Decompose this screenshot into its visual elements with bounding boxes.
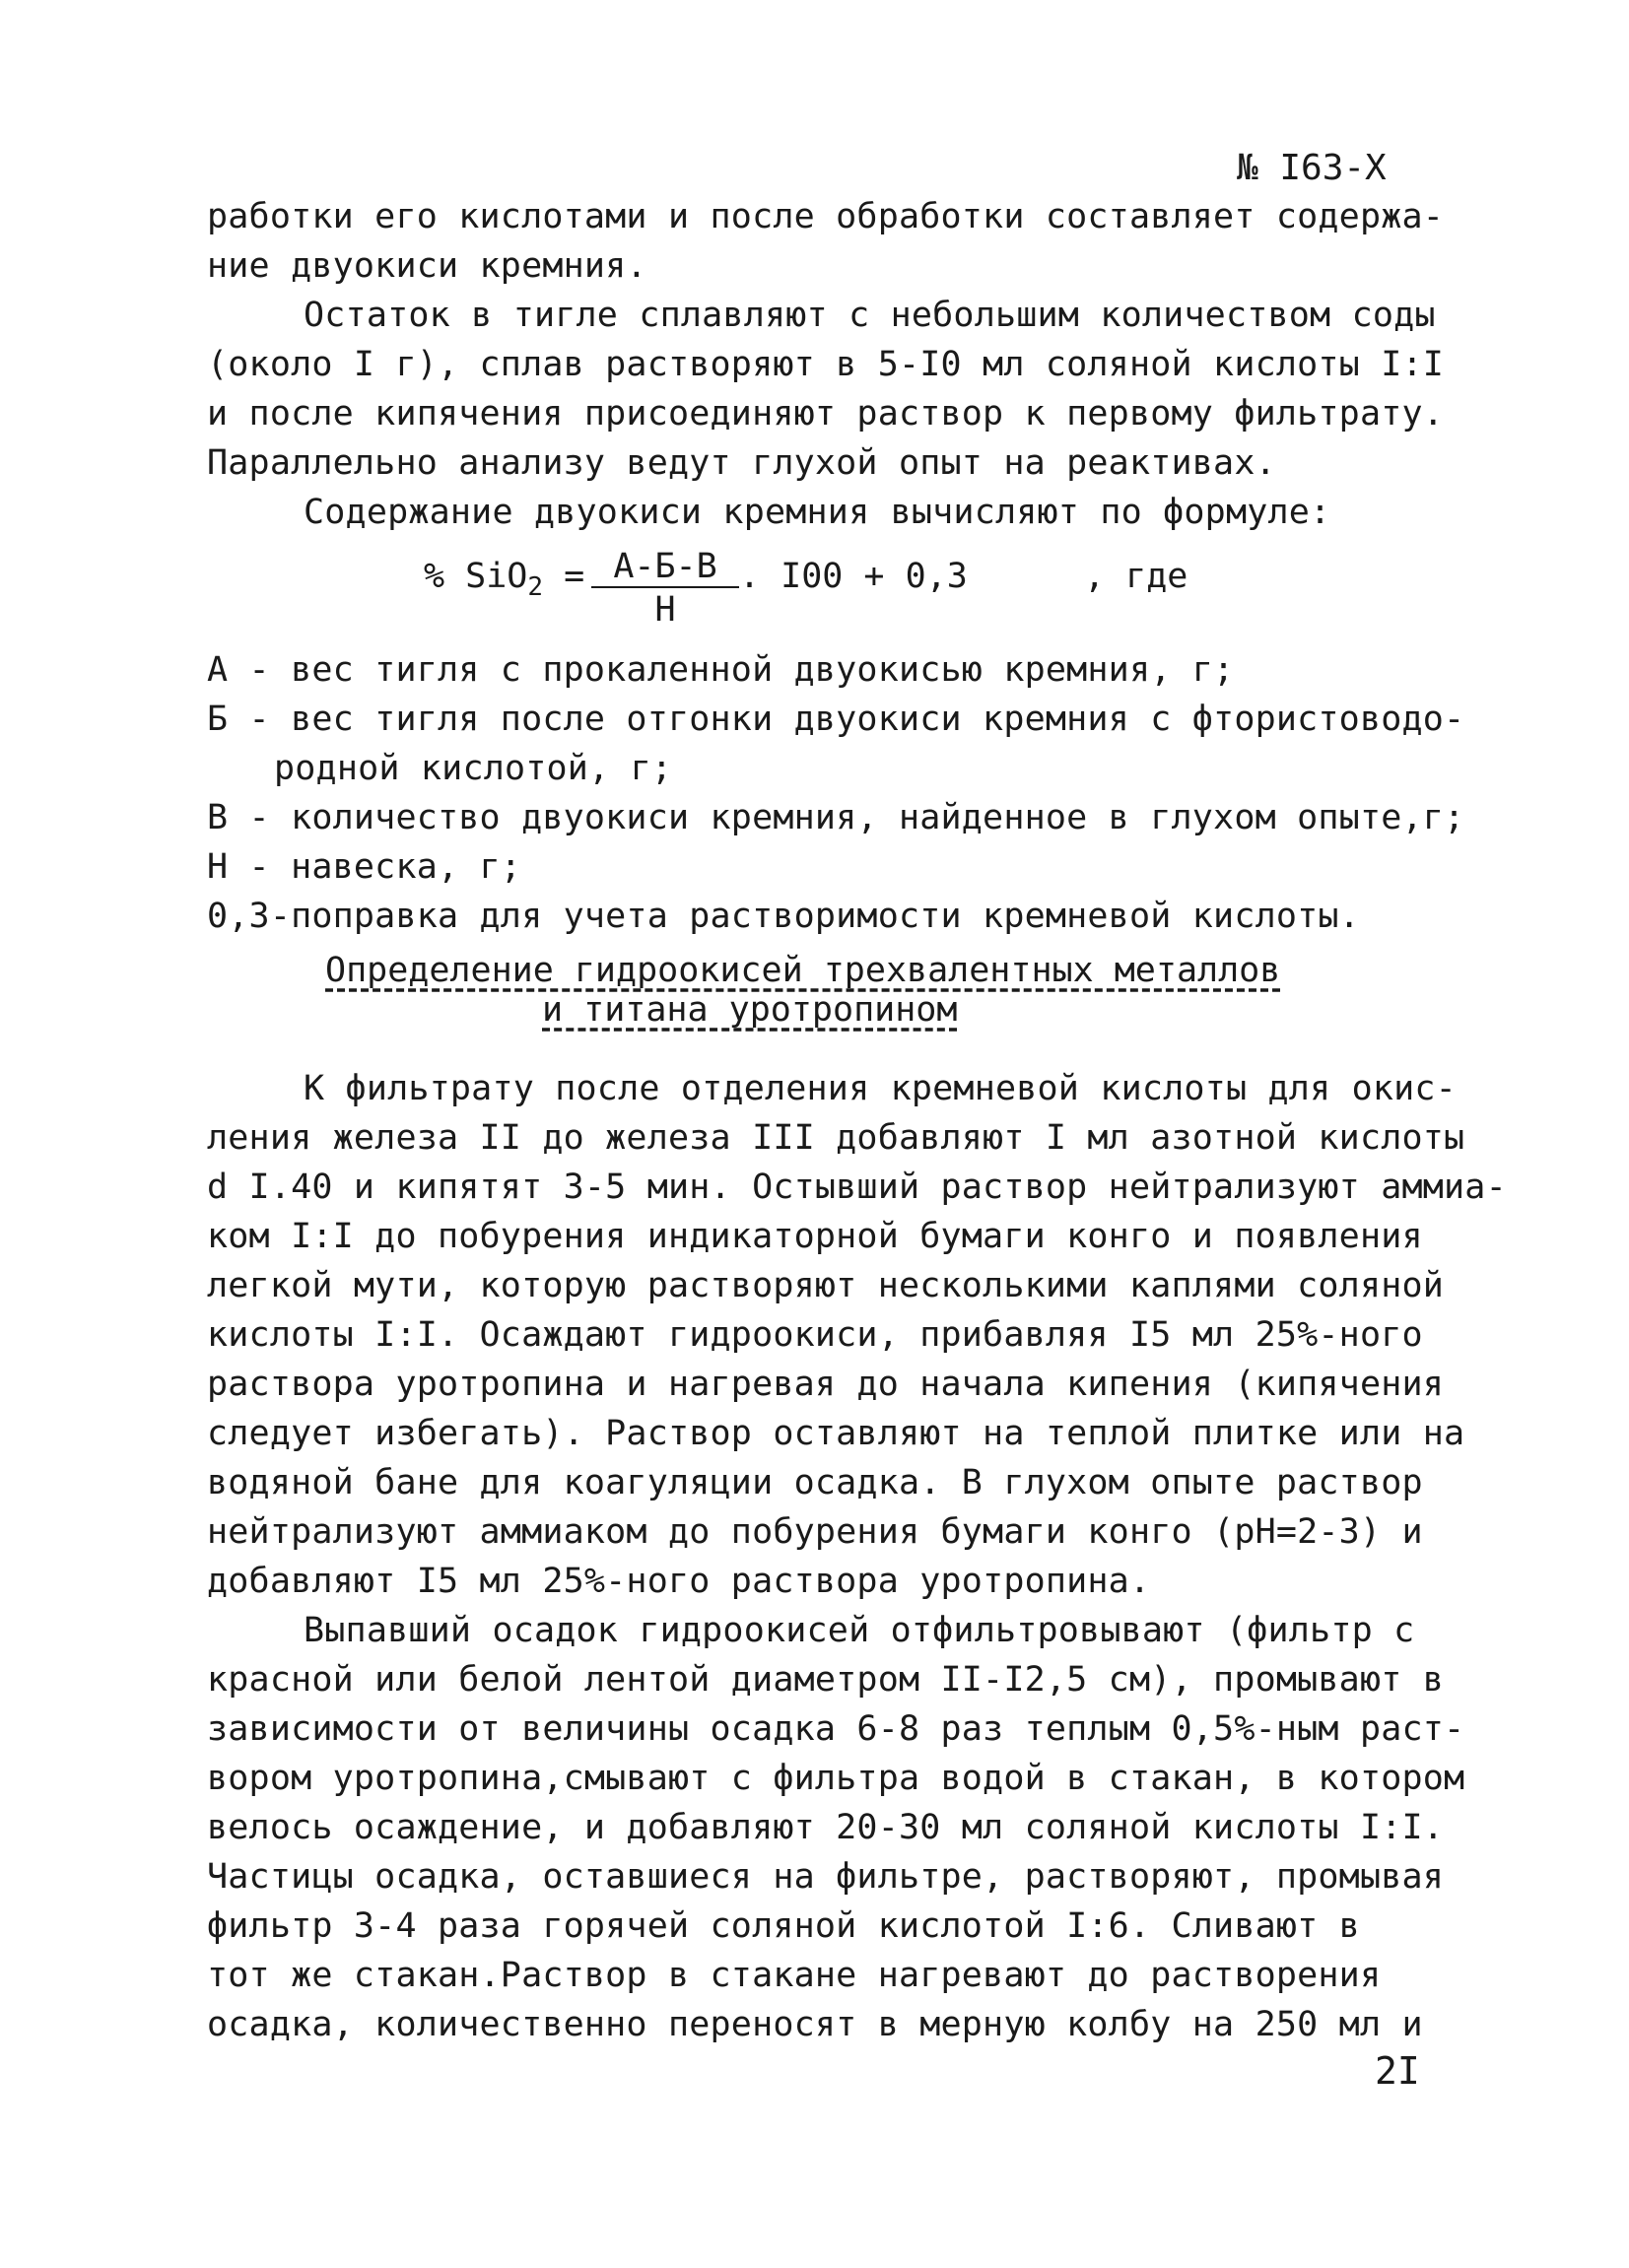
definition-line: В - количество двуокиси кремния, найденное в глухом опыте,г;	[207, 798, 1465, 837]
text-line: ком I:I до побурения индикаторной бумаги конго и появления	[207, 1217, 1423, 1256]
text-line: ления железа II до железа III добавляют I мл азотной кислоты	[207, 1118, 1465, 1158]
document-number: № I63-X	[1237, 148, 1387, 188]
text-line: раствора уротропина и нагревая до начала кипения (кипячения	[207, 1365, 1445, 1404]
text-line: К фильтрату после отделения кремневой кислоты для окис-	[304, 1069, 1457, 1108]
text-line: Содержание двуокиси кремния вычисляют по формуле:	[304, 493, 1331, 532]
formula-rest: . I00 + 0,3	[739, 557, 968, 596]
text-line: Параллельно анализу ведут глухой опыт на реактивах.	[207, 443, 1276, 483]
definition-line: родной кислотой, г;	[274, 749, 673, 788]
text-line: тот же стакан.Раствор в стакане нагревают до растворения	[207, 1956, 1382, 1995]
definition-line: Б - вес тигля после отгонки двуокиси кремния с фтористоводо-	[207, 700, 1465, 739]
text-line: работки его кислотами и после обработки составляет содержа-	[207, 197, 1445, 236]
formula-lhs-prefix: % SiO	[424, 557, 528, 596]
text-line: велось осаждение, и добавляют 20-30 мл соляной кислоты I:I.	[207, 1808, 1445, 1847]
section-heading: Определение гидроокисей трехвалентных металлов	[325, 951, 1281, 990]
text-line: фильтр 3-4 раза горячей соляной кислотой I:6. Сливают в	[207, 1906, 1360, 1946]
text-line: кислоты I:I. Осаждают гидроокиси, прибавляя I5 мл 25%-ного	[207, 1315, 1423, 1355]
sio2-formula	[424, 547, 1271, 655]
page-number: 2I	[1375, 2049, 1420, 2093]
text-line: нейтрализуют аммиаком до побурения бумаги конго (pH=2-3) и	[207, 1512, 1423, 1552]
text-line: осадка, количественно переносят в мерную колбу на 250 мл и	[207, 2005, 1423, 2044]
text-line: добавляют I5 мл 25%-ного раствора уротропина.	[207, 1562, 1151, 1601]
formula-fraction	[591, 547, 739, 632]
text-line: красной или белой лентой диаметром II-I2,5 см), промывают в	[207, 1660, 1445, 1700]
formula-where: , где	[1084, 557, 1188, 596]
text-line: Выпавший осадок гидроокисей отфильтровывают (фильтр с	[304, 1611, 1415, 1650]
text-line: следует избегать). Раствор оставляют на теплой плитке или на	[207, 1414, 1465, 1453]
text-line: Частицы осадка, оставшиеся на фильтре, растворяют, промывая	[207, 1857, 1445, 1897]
text-line: (около I г), сплав растворяют в 5-I0 мл соляной кислоты I:I	[207, 345, 1445, 384]
text-line: вором уротропина,смывают с фильтра водой в стакан, в котором	[207, 1759, 1465, 1798]
text-line: зависимости от величины осадка 6-8 раз теплым 0,5%-ным раст-	[207, 1709, 1465, 1749]
definition-line: 0,3-поправка для учета растворимости кремневой кислоты.	[207, 897, 1360, 936]
definition-line: А - вес тигля с прокаленной двуокисью кремния, г;	[207, 650, 1235, 690]
definition-line: Н - навеска, г;	[207, 847, 522, 887]
formula-denominator: Н	[654, 590, 676, 630]
formula-subscript: 2	[527, 572, 544, 602]
text-line: d I.40 и кипятят 3-5 мин. Остывший раствор нейтрализуют аммиа-	[207, 1167, 1507, 1207]
text-line: водяной бане для коагуляции осадка. В глухом опыте раствор	[207, 1463, 1423, 1502]
text-line: легкой мути, которую растворяют несколькими каплями соляной	[207, 1266, 1445, 1305]
formula-equals: =	[543, 557, 585, 596]
formula-lhs	[424, 557, 584, 602]
section-heading-line2: и титана уротропином	[542, 990, 958, 1030]
formula-numerator: А-Б-В	[591, 547, 739, 588]
text-line: Остаток в тигле сплавляют с небольшим количеством соды	[304, 296, 1436, 335]
text-line: ние двуокиси кремния.	[207, 246, 647, 286]
text-line: и после кипячения присоединяют раствор к первому фильтрату.	[207, 394, 1445, 434]
